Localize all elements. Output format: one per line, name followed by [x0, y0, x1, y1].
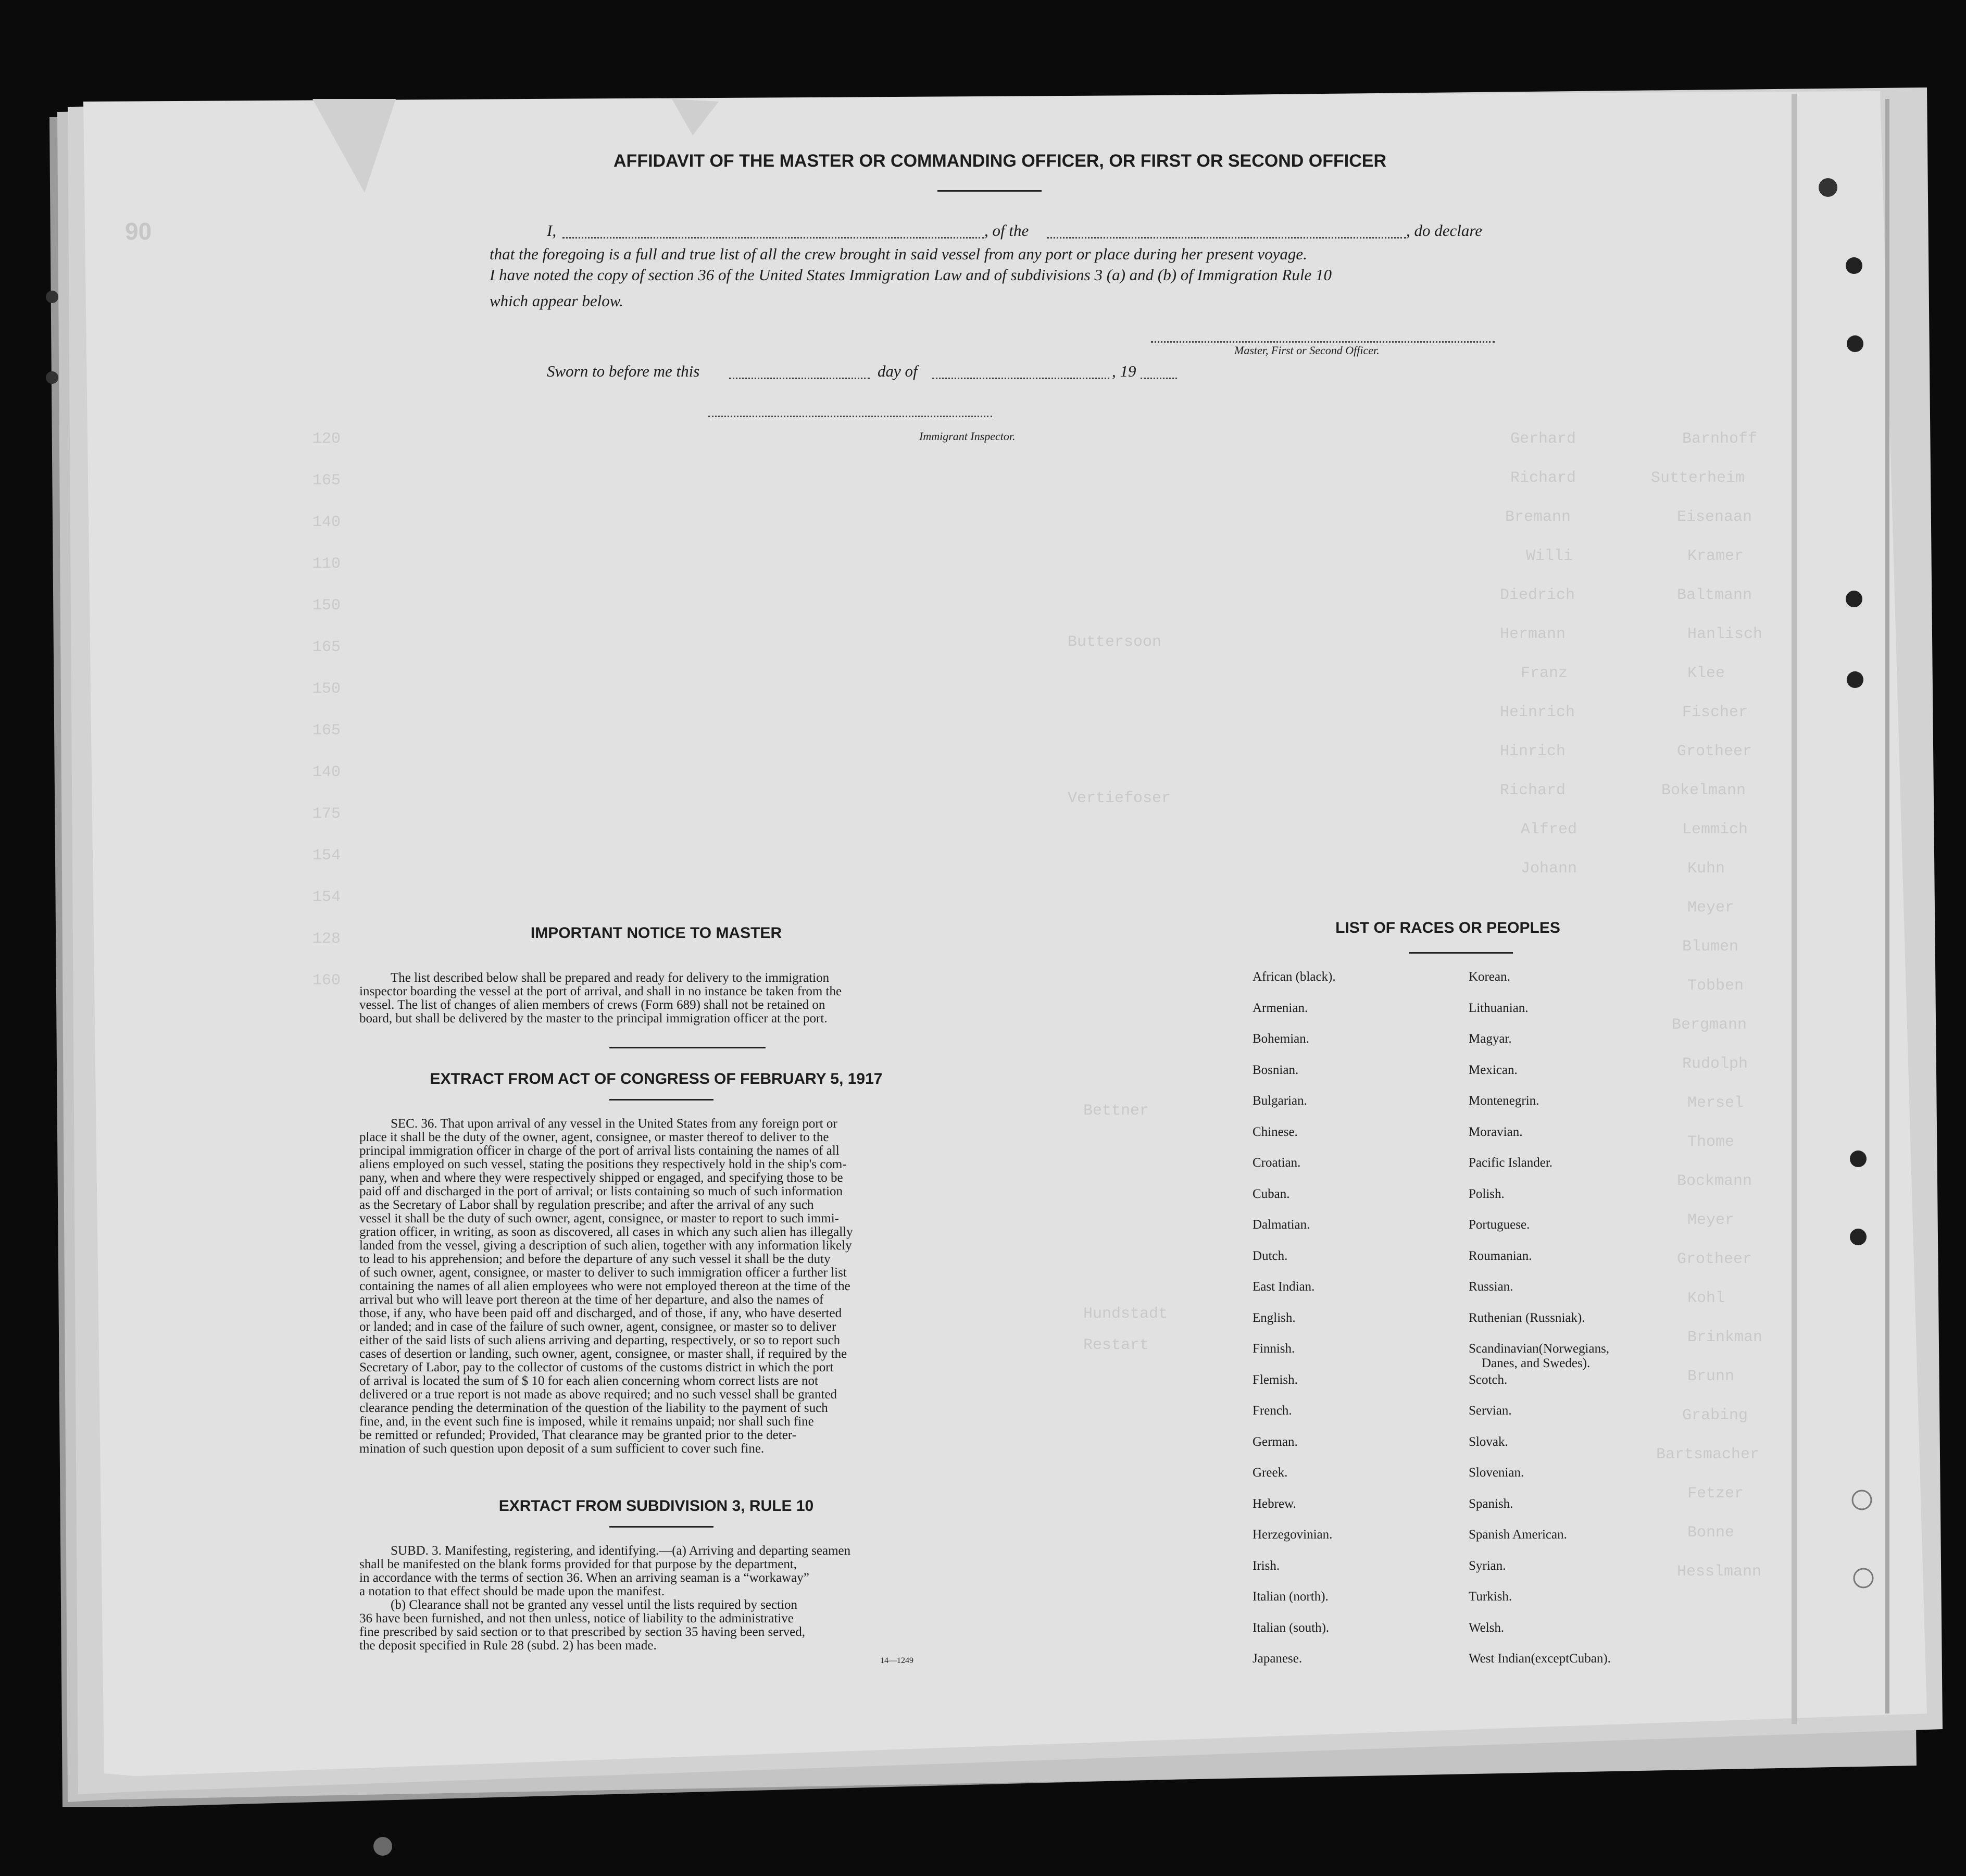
notice-rule [609, 1047, 766, 1048]
svg-text:Heinrich: Heinrich [1500, 704, 1575, 721]
rule-line: a notation to that effect should be made upon the manifest. [359, 1584, 665, 1598]
act-line: gration officer, in writing, as soon as discovered, all cases in which any such alien has illegally [359, 1225, 853, 1239]
race-right-extra: Danes, and Swedes). [1482, 1356, 1591, 1370]
race-item: Herzegovinian. [1253, 1528, 1333, 1542]
svg-text:175: 175 [312, 805, 341, 823]
svg-text:165: 165 [312, 639, 341, 656]
svg-text:Brinkman: Brinkman [1687, 1329, 1763, 1346]
svg-text:Tobben: Tobben [1687, 977, 1744, 995]
svg-text:Brunn: Brunn [1687, 1368, 1735, 1385]
svg-text:90: 90 [125, 218, 152, 245]
race-item: Armenian. [1253, 1000, 1308, 1015]
races-title: LIST OF RACES OR PEOPLES [1335, 919, 1560, 936]
act-line: pany, when and where they were respectively shipped or engaged, and specifying those to be [359, 1171, 843, 1185]
race-item: Cuban. [1253, 1186, 1290, 1201]
act-section-36 [359, 1117, 966, 1456]
svg-text:Fischer: Fischer [1682, 704, 1748, 721]
svg-text:Grotheer: Grotheer [1677, 743, 1752, 760]
inspector-signature-field[interactable] [708, 416, 992, 417]
race-item: Chinese. [1253, 1124, 1298, 1139]
races-title-rule [1409, 952, 1513, 954]
race-item: Croatian. [1253, 1156, 1301, 1170]
race-item: Bohemian. [1253, 1032, 1310, 1046]
svg-text:Meyer: Meyer [1687, 1211, 1735, 1229]
rule-line: in accordance with the terms of section 36. When an arriving seaman is a “workaway” [359, 1571, 809, 1585]
race-item: German. [1253, 1434, 1298, 1449]
act-line: or landed; and in case of the failure of such owner, agent, consignee, or master so to deliver [359, 1320, 836, 1334]
svg-text:160: 160 [312, 972, 341, 990]
svg-text:Barnhoff: Barnhoff [1682, 430, 1758, 448]
svg-text:Hanlisch: Hanlisch [1687, 626, 1763, 643]
declarant-i-label: I, [547, 221, 557, 240]
race-item: Dutch. [1253, 1248, 1288, 1263]
act-line: landed from the vessel, giving a description of such alien, together with any information likely [359, 1239, 852, 1253]
act-line: fine, and, in the event such fine is imposed, while it remains unpaid; nor shall such fine [359, 1415, 814, 1429]
svg-text:Bergmann: Bergmann [1672, 1016, 1747, 1034]
rule-line: the deposit specified in Rule 28 (subd. 2) has been made. [359, 1639, 657, 1653]
rule-subdivision-3 [359, 1544, 966, 1653]
svg-text:Meyer: Meyer [1687, 899, 1735, 917]
race-item: Spanish. [1469, 1496, 1513, 1511]
race-item: Scotch. [1469, 1372, 1508, 1387]
race-item: Finnish. [1253, 1342, 1295, 1356]
svg-text:Buttersoon: Buttersoon [1068, 633, 1162, 651]
race-item: Scandinavian(Norwegians, [1469, 1342, 1610, 1356]
svg-text:Fetzer: Fetzer [1687, 1485, 1744, 1503]
svg-text:Kramer: Kramer [1687, 547, 1744, 565]
race-item: Mexican. [1469, 1062, 1518, 1077]
master-signature-field[interactable] [1151, 341, 1495, 343]
act-line: SEC. 36. That upon arrival of any vessel in the United States from any foreign port or [391, 1117, 837, 1131]
race-item: Syrian. [1469, 1558, 1506, 1573]
notice-body [359, 971, 966, 1025]
svg-text:150: 150 [312, 597, 341, 615]
race-item: Roumanian. [1469, 1248, 1532, 1263]
svg-text:Willi: Willi [1526, 547, 1573, 565]
rule-line: SUBD. 3. Manifesting, registering, and identifying.—(a) Arriving and departing seamen [391, 1544, 851, 1558]
declaration-line-4: which appear below. [490, 292, 623, 310]
notice-line: The list described below shall be prepared and ready for delivery to the immigration [391, 971, 830, 985]
race-item: Magyar. [1469, 1032, 1512, 1046]
race-item: Turkish. [1469, 1590, 1512, 1604]
svg-text:128: 128 [312, 930, 341, 948]
act-line: principal immigration officer in charge of the port of arrival lists containing the names of all [359, 1144, 840, 1158]
act-line: those, if any, who have been paid off and discharged, and of those, if any, who have deserted [359, 1306, 842, 1320]
race-item: Lithuanian. [1469, 1000, 1529, 1015]
svg-text:Hesslmann: Hesslmann [1677, 1563, 1762, 1581]
svg-text:165: 165 [312, 722, 341, 740]
form-number: 14—1249 [880, 1656, 913, 1665]
act-line: of such owner, agent, consignee, or master to deliver to such immigration officer a further list [359, 1266, 847, 1280]
master-signature-caption: Master, First or Second Officer. [1234, 344, 1380, 357]
svg-text:Richard: Richard [1510, 469, 1576, 487]
vessel-name-field[interactable] [1047, 237, 1406, 239]
svg-text:Vertiefoser: Vertiefoser [1068, 790, 1171, 807]
race-item: African (black). [1253, 970, 1336, 984]
act-line: Secretary of Labor, pay to the collector of customs of the customs district in which the port [359, 1360, 834, 1374]
race-item: Pacific Islander. [1469, 1156, 1553, 1170]
svg-text:Kohl: Kohl [1687, 1290, 1725, 1307]
svg-text:Diedrich: Diedrich [1500, 586, 1575, 604]
act-line: paid off and discharged in the port of arrival; or lists containing so much of such information [359, 1184, 843, 1198]
rule-line: 36 have been furnished, and not then unless, notice of liability to the administrative [359, 1611, 794, 1625]
act-line: to lead to his apprehension; and before the departure of any such vessel it shall be the duty [359, 1252, 831, 1266]
svg-text:Bartsmacher: Bartsmacher [1656, 1446, 1760, 1464]
race-item: Montenegrin. [1469, 1094, 1539, 1108]
rule-title: EXRTACT FROM SUBDIVISION 3, RULE 10 [498, 1497, 814, 1515]
act-line: arrival but who will leave port thereon at the time of her departure, and also the names of [359, 1293, 824, 1307]
race-item: Welsh. [1469, 1620, 1505, 1635]
act-line: vessel it shall be the duty of such owner, agent, consignee, or master to report to such immi- [359, 1211, 839, 1225]
race-item: Russian. [1469, 1280, 1513, 1294]
race-item: Hebrew. [1253, 1496, 1296, 1511]
svg-text:Bockmann: Bockmann [1677, 1172, 1752, 1190]
affidavit-title-rule [937, 190, 1042, 192]
svg-text:Sutterheim: Sutterheim [1651, 469, 1745, 487]
act-line: of arrival is located the sum of $ 10 for each alien concerning whom correct lists are not [359, 1374, 818, 1388]
notice-line: vessel. The list of changes of alien members of crews (Form 689) shall not be retained on [359, 998, 825, 1012]
svg-text:Mersel: Mersel [1687, 1094, 1744, 1112]
race-item: Ruthenian (Russniak). [1469, 1310, 1585, 1325]
race-item: Japanese. [1253, 1652, 1303, 1666]
act-line: cases of desertion or landing, such owner, agent, consignee, or master shall, if required by the [359, 1347, 847, 1361]
race-item: English. [1253, 1310, 1296, 1325]
race-item: Italian (south). [1253, 1620, 1330, 1635]
svg-text:Bremann: Bremann [1505, 508, 1571, 526]
inspector-caption: Immigrant Inspector. [919, 430, 1016, 443]
race-item: Portuguese. [1469, 1218, 1530, 1232]
svg-text:Johann: Johann [1521, 860, 1577, 878]
act-title-rule [609, 1099, 713, 1100]
svg-text:Hinrich: Hinrich [1500, 743, 1566, 760]
svg-text:150: 150 [312, 680, 341, 698]
svg-text:Hermann: Hermann [1500, 626, 1566, 643]
svg-text:120: 120 [312, 430, 341, 448]
race-item: Irish. [1253, 1558, 1280, 1573]
race-item: Greek. [1253, 1466, 1288, 1480]
race-item: East Indian. [1253, 1280, 1315, 1294]
svg-text:Blumen: Blumen [1682, 938, 1739, 956]
notice-line: inspector boarding the vessel at the port of arrival, and shall in no instance be taken from the [359, 984, 842, 998]
svg-text:Hundstadt: Hundstadt [1083, 1305, 1168, 1323]
svg-text:Bettner: Bettner [1083, 1102, 1149, 1120]
of-the-label: , of the [984, 221, 1029, 240]
svg-text:140: 140 [312, 514, 341, 531]
race-item: Flemish. [1253, 1372, 1298, 1387]
sworn-label: Sworn to before me this [547, 362, 700, 380]
race-item: Slovenian. [1469, 1466, 1524, 1480]
act-line: aliens employed on such vessel, stating the positions they respectively hold in the ship's com- [359, 1157, 847, 1171]
svg-text:Alfred: Alfred [1521, 821, 1577, 839]
act-line: containing the names of all alien employees who were not employed thereon at the time of the [359, 1279, 850, 1293]
svg-text:Eisenaan: Eisenaan [1677, 508, 1752, 526]
svg-text:Bonne: Bonne [1687, 1524, 1735, 1542]
svg-text:154: 154 [312, 889, 341, 906]
svg-text:Rudolph: Rudolph [1682, 1055, 1748, 1073]
sworn-day-field[interactable] [729, 378, 870, 379]
race-item: Moravian. [1469, 1124, 1523, 1139]
race-item: Polish. [1469, 1186, 1505, 1201]
svg-text:Gerhard: Gerhard [1510, 430, 1576, 448]
declaration-line-2: that the foregoing is a full and true list of all the crew brought in said vessel from any port or place during her present voyage. [490, 245, 1307, 263]
rule-line: shall be manifested on the blank forms provided for that purpose by the department, [359, 1557, 797, 1571]
act-title: EXTRACT FROM ACT OF CONGRESS OF FEBRUARY 5, 1917 [430, 1070, 883, 1087]
svg-text:Kuhn: Kuhn [1687, 860, 1725, 878]
race-item: Bosnian. [1253, 1062, 1299, 1077]
race-item: Bulgarian. [1253, 1094, 1307, 1108]
declarant-name-field[interactable] [562, 237, 984, 239]
rule-line: fine prescribed by said section or to that prescribed by section 35 having been served, [359, 1625, 805, 1639]
svg-text:Klee: Klee [1687, 665, 1725, 682]
svg-text:165: 165 [312, 472, 341, 490]
notice-line: board, but shall be delivered by the master to the principal immigration officer at the port. [359, 1011, 828, 1025]
svg-text:Thome: Thome [1687, 1133, 1735, 1151]
act-line: be remitted or refunded; Provided, That clearance may be granted prior to the deter- [359, 1428, 796, 1442]
svg-text:Richard: Richard [1500, 782, 1566, 799]
race-item: West Indian(exceptCuban). [1469, 1652, 1611, 1666]
race-item: Spanish American. [1469, 1528, 1567, 1542]
act-line: clearance pending the determination of the question of the liability to the payment of such [359, 1401, 828, 1415]
race-item: Italian (north). [1253, 1590, 1329, 1604]
act-line: place it shall be the duty of the owner, agent, consignee, or master thereof to deliver to the [359, 1130, 829, 1144]
act-line: delivered or a true report is not made as above required; and no such vessel shall be granted [359, 1387, 837, 1402]
sworn-month-field[interactable] [932, 378, 1109, 379]
rule-title-rule [609, 1526, 713, 1528]
act-line: either of the said lists of such aliens arriving and departing, respectively, or so to report such [359, 1333, 841, 1347]
affidavit-title: AFFIDAVIT OF THE MASTER OR COMMANDING OFFICER, OR FIRST OR SECOND OFFICER [613, 151, 1386, 171]
svg-text:Baltmann: Baltmann [1677, 586, 1752, 604]
svg-text:Grabing: Grabing [1682, 1407, 1748, 1424]
svg-text:154: 154 [312, 847, 341, 865]
race-item: Servian. [1469, 1404, 1512, 1418]
svg-text:Lemmich: Lemmich [1682, 821, 1748, 839]
svg-text:Restart: Restart [1083, 1336, 1149, 1354]
svg-text:140: 140 [312, 764, 341, 781]
declaration-line-3: I have noted the copy of section 36 of the United States Immigration Law and of subdivisions 3 (a) and (b) of Immigration Rule 10 [490, 266, 1332, 284]
svg-text:110: 110 [312, 555, 341, 573]
svg-text:Grotheer: Grotheer [1677, 1250, 1752, 1268]
day-of-label: day of [878, 362, 918, 380]
sworn-year-field[interactable] [1141, 378, 1177, 379]
race-item: Korean. [1469, 970, 1510, 984]
act-line: as the Secretary of Labor shall by regulation prescribe; and after the arrival of any such [359, 1198, 814, 1212]
rule-line: (b) Clearance shall not be granted any vessel until the lists required by section [391, 1598, 798, 1612]
svg-text:Bokelmann: Bokelmann [1661, 782, 1746, 799]
do-declare-label: , do declare [1406, 221, 1483, 240]
year-label: , 19 [1112, 362, 1136, 380]
race-item: Slovak. [1469, 1434, 1508, 1449]
race-item: French. [1253, 1404, 1292, 1418]
race-item: Dalmatian. [1253, 1218, 1310, 1232]
notice-title: IMPORTANT NOTICE TO MASTER [530, 924, 782, 942]
act-line: mination of such question upon deposit of a sum sufficient to cover such fine. [359, 1442, 765, 1456]
svg-text:Franz: Franz [1521, 665, 1568, 682]
